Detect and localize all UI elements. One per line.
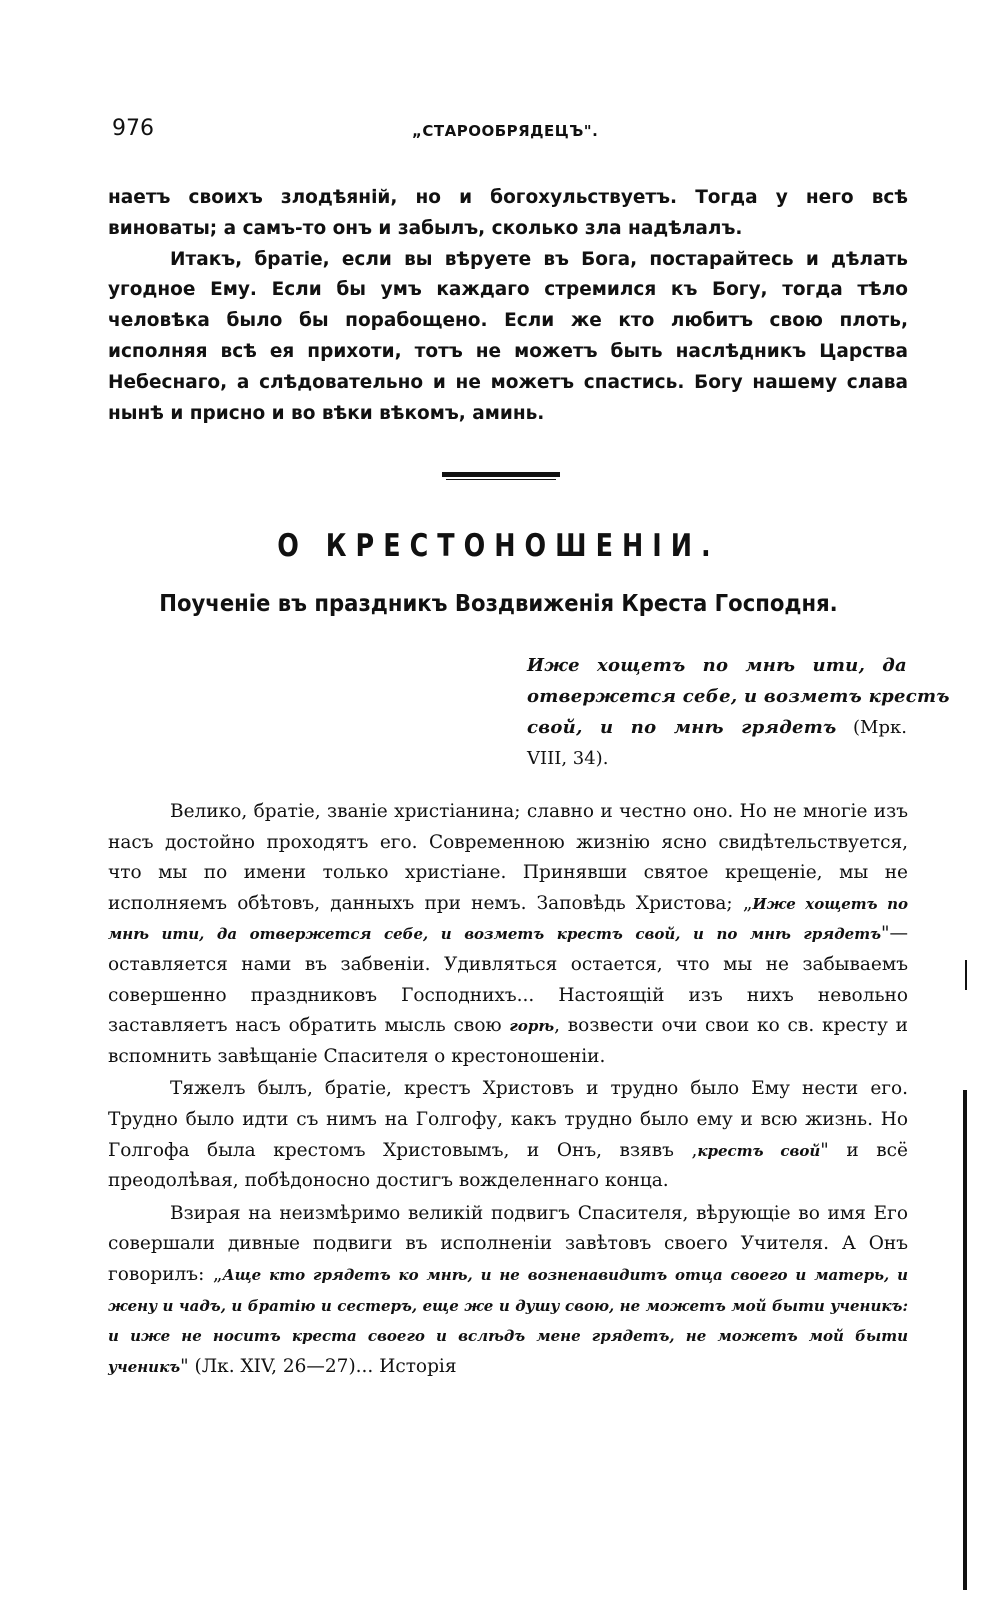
- church-slavonic-quote: Иже хощетъ по мнѣ ити, да отвержется себе, и возметъ крестъ свой, и по мнѣ грядетъ: [108, 894, 908, 944]
- text-run: Взирая на неизмѣримо великій подвигъ Спасителя, вѣрующіе во имя Его совершали дивные подвиги въ исполненіи завѣтовъ своего Учителя. А Онъ говорилъ: „: [108, 1202, 908, 1285]
- article-title: О КРЕСТОНОШЕНІИ.: [277, 528, 720, 564]
- epigraph-line: отвержется себе, и возметъ крестъ: [527, 686, 950, 707]
- paragraph: [108, 1199, 908, 1383]
- paragraph: Итакъ, братіе, если вы вѣруете въ Бога, постарайтесь и дѣлать угодное Ему. Если бы умъ каждаго стремился къ Богу, тогда тѣло человѣка было бы порабощено. Если же кто любитъ свою плоть, исполняя всѣ ея прихоти, тотъ не можетъ быть наслѣдникъ Царства Небеснаго, а слѣдовательно и не можетъ спастись. Богу нашему слава нынѣ и присно и во вѣки вѣкомъ, аминь.: [108, 248, 908, 424]
- text-run: Велико, братіе, званіе христіанина; славно и честно оно. Но не многіе изъ насъ достойно проходятъ его. Современною жизнію ясно свидѣтельствуется, что мы по имени только христіане. Принявши святое крещеніе, мы не исполняемъ обѣтовъ, данныхъ при немъ. Заповѣдь Христова; „: [108, 801, 908, 914]
- running-head: [112, 116, 907, 146]
- text-run: , возвести очи свои ко св. кресту и вспомнить завѣщаніе Спасителя о крестоношеніи.: [108, 1015, 908, 1067]
- page-number: 976: [112, 116, 154, 141]
- church-slavonic-word: горѣ: [509, 1017, 555, 1036]
- text-run: "—оставляется нами въ забвеніи. Удивляться остается, что мы не забываемъ совершенно праздниковъ Господнихъ... Настоящій изъ нихъ невольно заставляетъ насъ обратить мысль свою: [108, 923, 908, 1037]
- text-run: Тяжелъ былъ, братіе, крестъ Христовъ и трудно было Ему нести его. Трудно было идти съ нимъ на Голгофу, какъ трудно было ему и всю жизнь. Но Голгофа была крестомъ Христовымъ, и Онъ, взявъ ,: [108, 1078, 908, 1161]
- text-run: " (Лк. XIV, 26—27)... Исторія: [180, 1355, 457, 1377]
- previous-article-ending: [108, 183, 908, 429]
- section-divider: [442, 472, 560, 480]
- epigraph: [527, 650, 950, 774]
- paragraph: [108, 797, 908, 1072]
- epigraph-line: Иже хощетъ по мнѣ ити, да: [527, 655, 907, 676]
- paragraph: наетъ своихъ злодѣяній, но и богохульствуетъ. Тогда у него всѣ виноваты; а самъ-то онъ и забылъ, сколько зла надѣлалъ.: [108, 187, 908, 239]
- epigraph-text: свой, и по мнѣ грядетъ: [527, 717, 837, 738]
- epigraph-line: [527, 712, 907, 743]
- church-slavonic-quote: крестъ свой: [697, 1141, 821, 1160]
- epigraph-reference: (Мрк.: [853, 717, 907, 738]
- church-slavonic-quote: Аще кто грядетъ ко мнѣ, и не возненавидитъ отца своего и матерь, и жену и чадъ, и братію и сестеръ, еще же и душу свою, не можетъ мой быти ученикъ: и иже не носитъ креста своего и вслѣдъ мене грядетъ, не можетъ мой быти ученикъ: [108, 1265, 908, 1376]
- paragraph: [108, 1074, 908, 1196]
- scan-edge-mark: [963, 1090, 967, 1590]
- scan-edge-mark: [965, 960, 967, 990]
- epigraph-reference: VIII, 34).: [527, 748, 609, 769]
- article-subtitle: Поученіе въ праздникъ Воздвиженія Креста Господня.: [159, 591, 838, 617]
- article-body: [108, 797, 908, 1382]
- journal-title: „СТАРООБРЯДЕЦЪ".: [412, 122, 599, 140]
- text-run: " и всё преодолѣвая, побѣдоносно достигъ вожделеннаго конца.: [108, 1139, 908, 1192]
